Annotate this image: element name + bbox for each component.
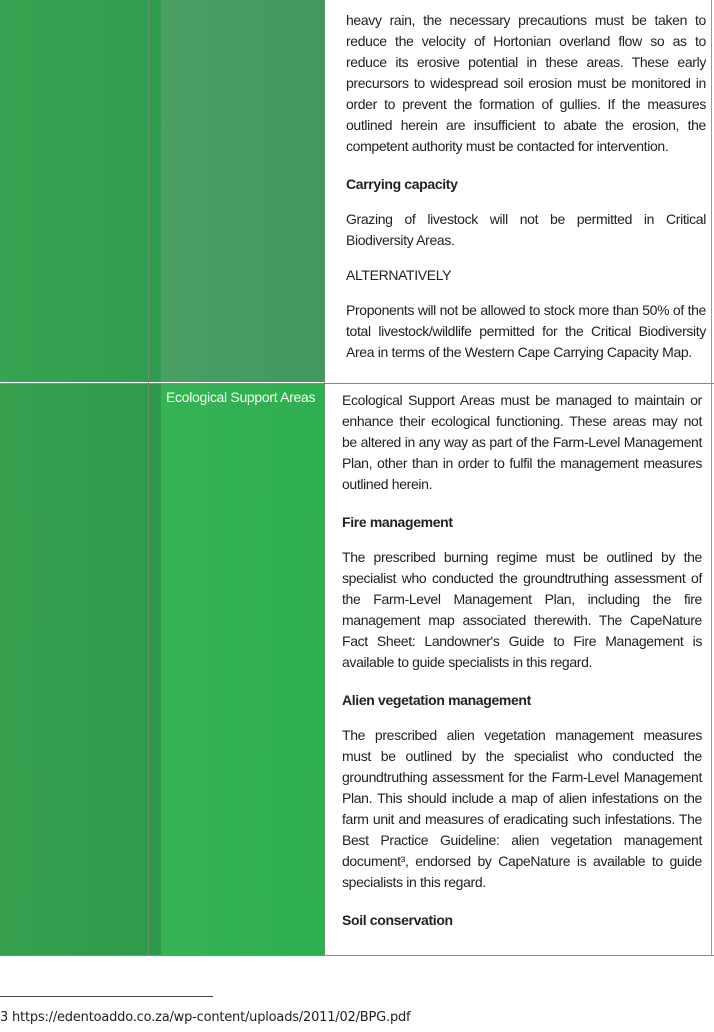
paragraph: The prescribed burning regime must be outlined by the specialist who conducted the groundtruthing assessment of the Farm-Level Management Plan, including the fire management map associated therewith. The CapeNature Fact Sheet: Landowner's Guide to Fire Management is available to guide specialists in this regard. <box>342 549 702 670</box>
row2-text-cell <box>342 390 702 931</box>
row1-text-cell <box>346 10 706 363</box>
table-border-right <box>711 0 712 955</box>
footnote-separator <box>0 996 213 997</box>
heading-soil-conservation: Soil conservation <box>342 912 453 928</box>
paragraph: The prescribed alien vegetation management measures must be outlined by the specialist who conducted the groundtruthing assessment for the Farm-Level Management Plan. This should include a map of alien infestations on the farm unit and measures of eradicating such infestations. The Best Practice Guideline: alien vegetation management document³, endorsed by CapeNature is available to guide specialists in this regard. <box>342 727 702 890</box>
green-column-2-row-2 <box>161 384 324 955</box>
green-column-1-row-2 <box>0 384 161 955</box>
green-column-1-row-1 <box>0 0 161 382</box>
heading-fire-management: Fire management <box>342 514 453 530</box>
green-column-2-row-1 <box>161 0 324 382</box>
table-bottom-border <box>0 955 714 956</box>
category-label-ecological-support-areas: Ecological Support Areas <box>166 389 316 405</box>
footnote: 3 https://edentoaddo.co.za/wp-content/uploads/2011/02/BPG.pdf <box>0 1010 411 1025</box>
column-divider <box>324 0 325 955</box>
heading-alien-vegetation-management: Alien vegetation management <box>342 692 531 708</box>
paragraph: heavy rain, the necessary precautions must be taken to reduce the velocity of Hortonian overland flow so as to reduce its erosive potential in these areas. These early precursors to widespread soil erosion must be monitored in order to prevent the formation of gullies. If the measures outlined herein are insufficient to abate the erosion, the competent authority must be contacted for intervention. <box>346 12 706 154</box>
paragraph: Proponents will not be allowed to stock more than 50% of the total livestock/wildlife permitted for the Critical Biodiversity Area in terms of the Western Cape Carrying Capacity Map. <box>346 302 706 360</box>
paragraph: Grazing of livestock will not be permitted in Critical Biodiversity Areas. <box>346 211 706 248</box>
column-divider <box>148 0 149 955</box>
paragraph: Ecological Support Areas must be managed to maintain or enhance their ecological functioning. These areas may not be altered in any way as part of the Farm-Level Management Plan, other than in order to fulfil the management measures outlined herein. <box>342 392 702 492</box>
heading-carrying-capacity: Carrying capacity <box>346 176 458 192</box>
paragraph: ALTERNATIVELY <box>346 267 452 283</box>
row-divider <box>0 383 714 384</box>
